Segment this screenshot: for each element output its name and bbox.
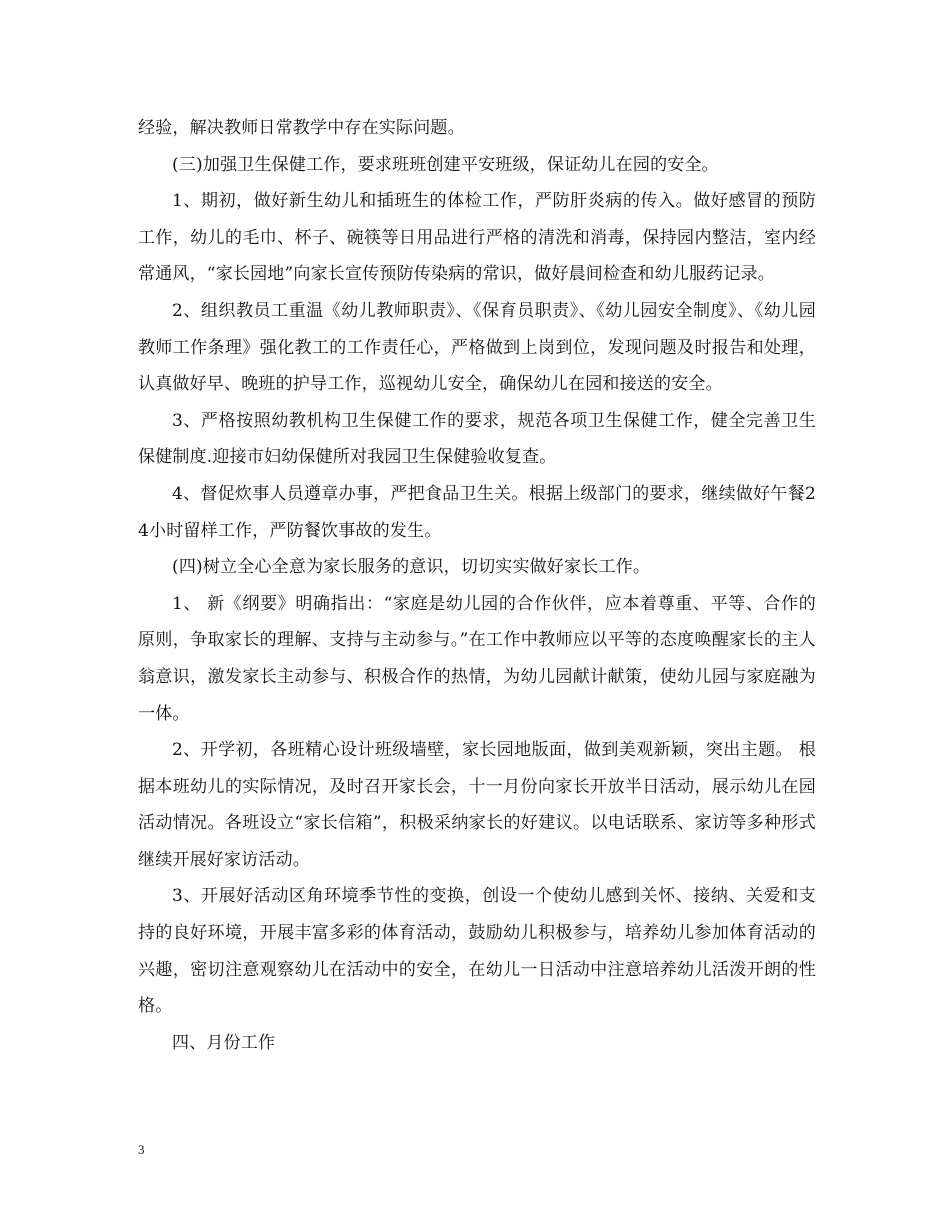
document-body bbox=[138, 110, 816, 1061]
paragraph: 经验，解决教师日常教学中存在实际问题。 bbox=[138, 118, 465, 138]
paragraph: 1、期初，做好新生幼儿和插班生的体检工作，严防肝炎病的传入。做好感冒的预防工作，幼儿的毛巾、杯子、碗筷等日用品进行严格的清洗和消毒，保持园内整洁，室内经常通风，“家长园地”向家长宣传预防传染病的常识，做好晨间检查和幼儿服药记录。 bbox=[138, 191, 816, 285]
page-number: 3 bbox=[138, 1142, 145, 1157]
section-heading: 四、月份工作 bbox=[172, 1032, 276, 1053]
paragraph: (三)加强卫生保健工作，要求班班创建平安班级，保证幼儿在园的安全。 bbox=[172, 154, 719, 175]
paragraph: 4、督促炊事人员遵章办事，严把食品卫生关。根据上级部门的要求，继续做好午餐24小时留样工作，严防餐饮事故的发生。 bbox=[138, 483, 816, 541]
paragraph: 2、开学初，各班精心设计班级墙壁，家长园地版面，做到美观新颖，突出主题。 根据本班幼儿的实际情况，及时召开家长会，十一月份向家长开放半日活动，展示幼儿在园活动情况。各班设立“家长信箱”，积极采纳家长的好建议。以电话联系、家访等多种形式继续开展好家访活动。 bbox=[138, 740, 816, 870]
paragraph: (四)树立全心全意为家长服务的意识，切切实实做好家长工作。 bbox=[172, 557, 651, 578]
paragraph: 3、严格按照幼教机构卫生保健工作的要求，规范各项卫生保健工作，健全完善卫生保健制度.迎接市妇幼保健所对我园卫生保健验收复查。 bbox=[138, 410, 816, 468]
paragraph: 2、组织教员工重温《幼儿教师职责》、《保育员职责》、《幼儿园安全制度》、《幼儿园教师工作条理》强化教工的工作责任心，严格做到上岗到位，发现问题及时报告和处理，认真做好早、晚班的护导工作，巡视幼儿安全，确保幼儿在园和接送的安全。 bbox=[138, 300, 816, 395]
paragraph: 1、 新《纲要》明确指出：“家庭是幼儿园的合作伙伴，应本着尊重、平等、合作的原则，争取家长的理解、支持与主动参与。”在工作中教师应以平等的态度唤醒家长的主人翁意识，激发家长主动参与、积极合作的热情，为幼儿园献计献策，使幼儿园与家庭融为一体。 bbox=[138, 593, 816, 724]
paragraph: 3、开展好活动区角环境季节性的变换，创设一个使幼儿感到关怀、接纳、关爱和支持的良好环境，开展丰富多彩的体育活动，鼓励幼儿积极参与，培养幼儿参加体育活动的兴趣，密切注意观察幼儿在活动中的安全，在幼儿一日活动中注意培养幼儿活泼开朗的性格。 bbox=[138, 886, 816, 1017]
